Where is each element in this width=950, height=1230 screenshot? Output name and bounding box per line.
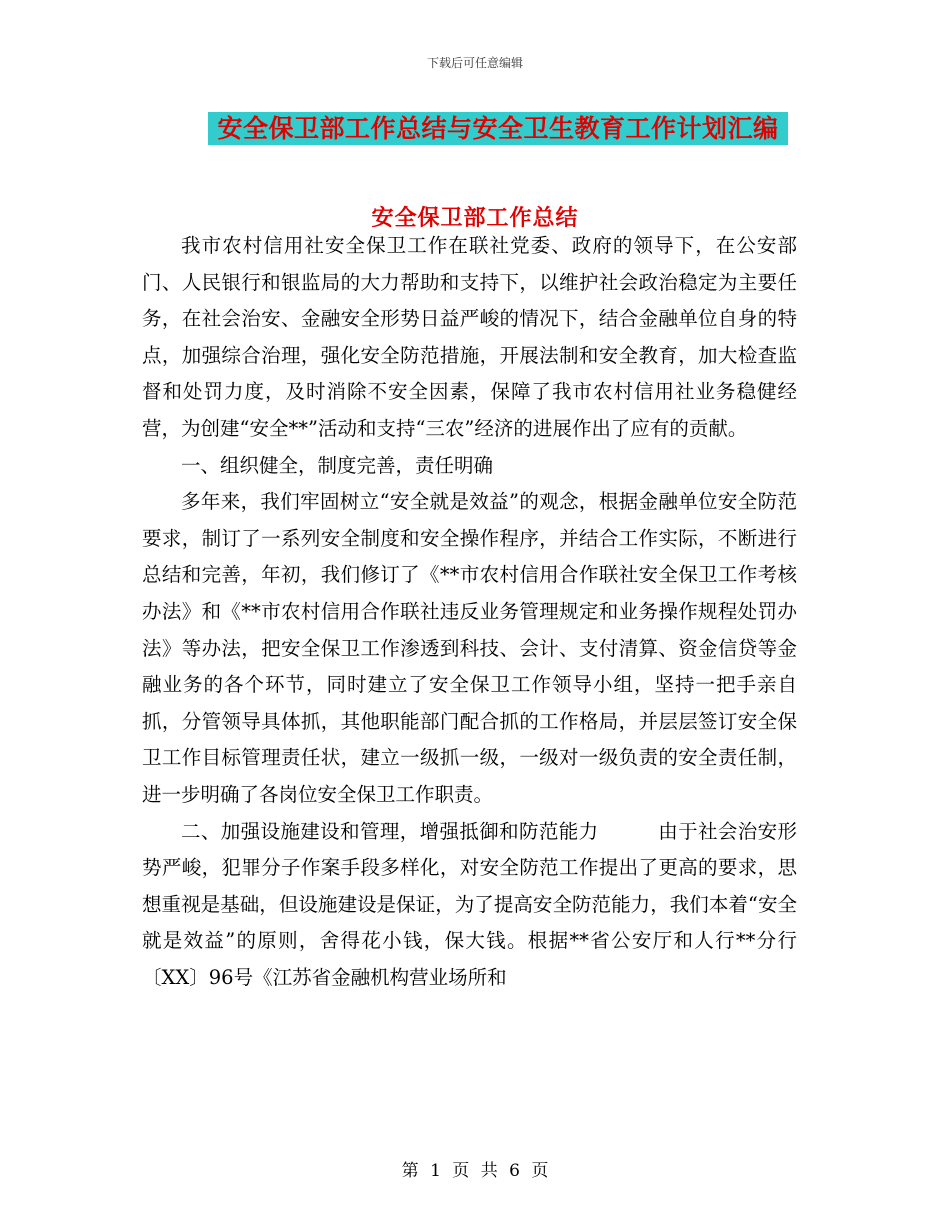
paragraph-section-1: 多年来，我们牢固树立“安全就是效益”的观念，根据金融单位安全防范要求，制订了一系列安全制度和安全操作程序，并结合工作实际，不断进行总结和完善，年初，我们修订了《**市农村信用合作联社安全保卫工作考核办法》和《**市农村信用合作联社违反业务管理规定和业务操作规程处罚办法》等办法，把安全保卫工作渗透到科技、会计、支付清算、资金信贷等金融业务的各个环节，同时建立了安全保卫工作领导小组，坚持一把手亲自抓，分管领导具体抓，其他职能部门配合抓的工作格局，并层层签订安全保卫工作目标管理责任状，建立一级抓一级，一级对一级负责的安全责任制，进一步明确了各岗位安全保卫工作职责。 bbox=[142, 490, 797, 806]
document-title: 安全保卫部工作总结与安全卫生教育工作计划汇编 bbox=[208, 112, 788, 145]
heading-section-1: 一、组织健全，制度完善，责任明确 bbox=[181, 453, 494, 477]
section-title: 安全保卫部工作总结 bbox=[371, 205, 579, 231]
paragraph-intro: 我市农村信用社安全保卫工作在联社党委、政府的领导下，在公安部门、人民银行和银监局的大力帮助和支持下，以维护社会政治稳定为主要任务，在社会治安、金融安全形势日益严峻的情况下，结合金融单位自身的特点，加强综合治理，强化安全防范措施，开展法制和安全教育，加大检查监督和处罚力度，及时消除不安全因素，保障了我市农村信用社业务稳健经营，为创建“安全**”活动和支持“三农”经济的进展作出了应有的贡献。 bbox=[142, 234, 797, 440]
paragraph-section-2: 二、加强设施建设和管理，增强抵御和防范能力 由于社会治安形势严峻，犯罪分子作案手段多样化，对安全防范工作提出了更高的要求，思想重视是基础，但设施建设是保证，为了提高安全防范能力，我们本着“安全就是效益”的原则，舍得花小钱，保大钱。根据**省公安厅和人行**分行〔XX〕96号《江苏省金融机构营业场所和 bbox=[142, 819, 797, 989]
page-footer: 第 1 页 共 6 页 bbox=[401, 1161, 549, 1181]
document-body bbox=[142, 228, 797, 996]
page-header-note: 下载后可任意编辑 bbox=[426, 56, 523, 70]
